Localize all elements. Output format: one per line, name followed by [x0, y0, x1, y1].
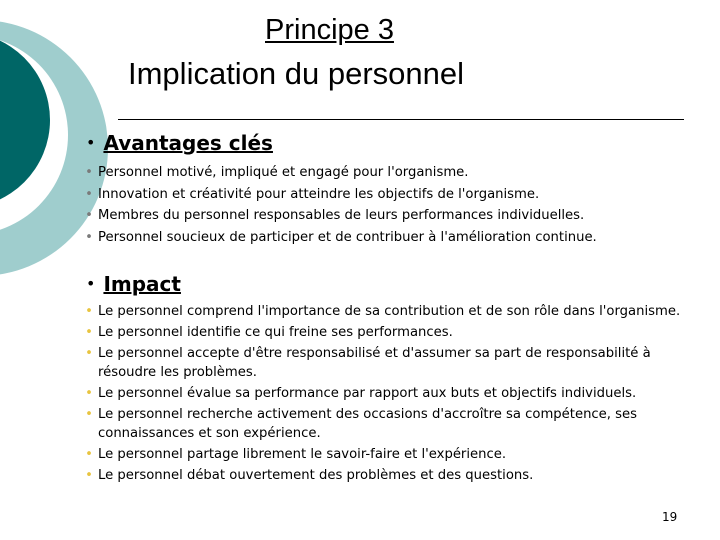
- list-item: • Le personnel comprend l'importance de sa contribution et de son rôle dans l'organisme.: [85, 304, 681, 319]
- heading-bullet: •: [86, 274, 96, 293]
- heading-text: Avantages clés: [103, 131, 273, 155]
- bullet-icon: •: [85, 304, 93, 319]
- bullet-icon: •: [85, 229, 93, 245]
- list-item: • Membres du personnel responsables de leurs performances individuelles.: [85, 208, 585, 223]
- list-item: • Le personnel identifie ce qui freine ses performances.: [85, 325, 453, 340]
- list-item: • Le personnel recherche activement des occasions d'accroître sa compétence, ses connaissances et son expérience.: [85, 407, 638, 441]
- heading-bullet: •: [86, 133, 96, 152]
- list-item: • Le personnel évalue sa performance par rapport aux buts et objectifs individuels.: [85, 386, 637, 401]
- avantages-list: [84, 163, 597, 249]
- list-item: • Le personnel partage librement le savoir-faire et l'expérience.: [85, 447, 507, 462]
- bullet-icon: •: [85, 386, 93, 401]
- bullet-icon: •: [85, 208, 93, 223]
- list-item: • Le personnel accepte d'être responsabilisé et d'assumer sa part de responsabilité à résoudre les problèmes.: [85, 346, 651, 380]
- bullet-icon: •: [85, 186, 93, 202]
- list-item: • Innovation et créativité pour atteindre les objectifs de l'organisme.: [85, 186, 540, 202]
- bullet-icon: •: [85, 165, 93, 180]
- page-number: 19: [662, 510, 678, 524]
- title-divider: [118, 119, 684, 120]
- heading-text: Impact: [103, 272, 181, 296]
- impact-list: [84, 302, 694, 487]
- slide-title-line2: Implication du personnel: [128, 56, 465, 91]
- section-heading-impact: [86, 272, 181, 296]
- bullet-icon: •: [85, 447, 93, 462]
- list-item: • Personnel soucieux de participer et de contribuer à l'amélioration continue.: [85, 229, 597, 245]
- bullet-icon: •: [85, 346, 93, 361]
- bullet-icon: •: [85, 407, 93, 422]
- section-heading-avantages: [86, 131, 273, 155]
- list-item: • Le personnel débat ouvertement des problèmes et des questions.: [85, 468, 534, 483]
- slide-title-line1: Principe 3: [265, 14, 394, 46]
- bullet-icon: •: [85, 325, 93, 340]
- list-item: • Personnel motivé, impliqué et engagé pour l'organisme.: [85, 165, 469, 180]
- bullet-icon: •: [85, 468, 93, 483]
